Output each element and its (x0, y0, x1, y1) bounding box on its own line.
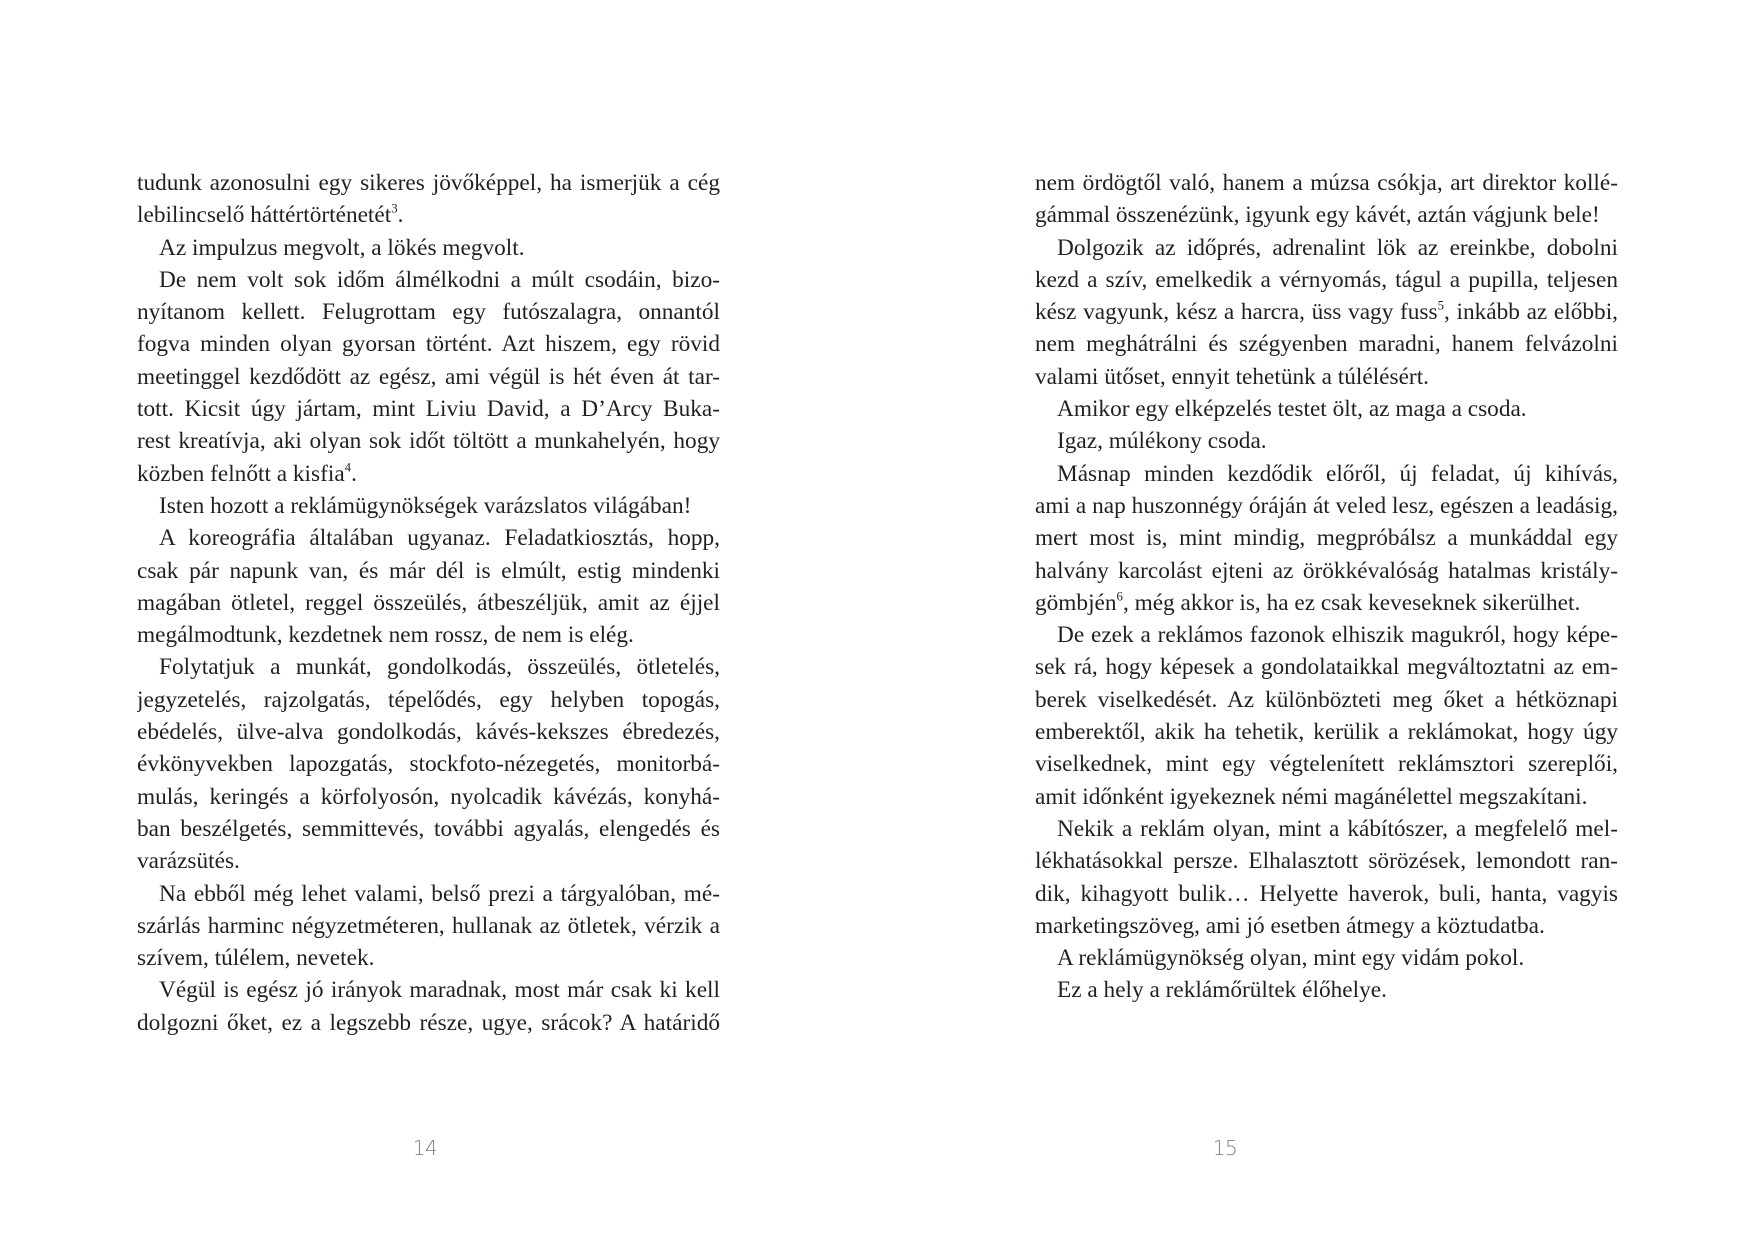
text-line (1035, 942, 1618, 974)
line-text: megálmodtunk, kezdetnek nem rossz, de nem is elég. (137, 622, 634, 649)
line-text: Na ebből még lehet valami, belső prezi a tárgyalóban, mé- (159, 880, 720, 907)
line-text: fogva minden olyan gyorsan történt. Azt hiszem, egy rövid (137, 331, 720, 358)
line-text: Dolgozik az időprés, adrenalint lök az ereinkbe, dobolni (1057, 234, 1618, 261)
page-number-right: 15 (1212, 1136, 1238, 1160)
line-text: szárlás harminc négyzetméteren, hullanak az ötletek, vérzik a (137, 912, 720, 939)
text-line (1035, 781, 1618, 813)
text-line (1035, 974, 1618, 1006)
left-page-text (137, 167, 720, 1039)
line-text: Másnap minden kezdődik előről, új feladat, új kihívás, (1057, 460, 1618, 487)
text-line (1035, 328, 1618, 360)
line-text: viselkednek, mint egy végtelenített reklámsztori szereplői, (1035, 751, 1618, 778)
text-line (1035, 490, 1618, 522)
line-text: ebédelés, ülve-alva gondolkodás, kávés-kekszes ébredezés, (137, 719, 720, 746)
text-line (137, 296, 720, 328)
line-text: nyítanom kellett. Felugrottam egy futószalagra, onnantól (137, 299, 720, 326)
text-line (137, 748, 720, 780)
text-line (137, 361, 720, 393)
footnote-marker: 5 (1437, 298, 1444, 313)
text-line (1035, 748, 1618, 780)
text-line (137, 651, 720, 683)
footnote-marker: 6 (1116, 589, 1123, 604)
text-line (1035, 910, 1618, 942)
text-line (1035, 458, 1618, 490)
line-text: Az impulzus megvolt, a lökés megvolt. (159, 234, 525, 261)
text-line (137, 232, 720, 264)
text-line (1035, 878, 1618, 910)
line-text-after: . (351, 460, 357, 487)
line-text: rest kreatívja, aki olyan sok időt töltött a munkahelyén, hogy (137, 428, 720, 455)
text-line (137, 393, 720, 425)
text-line (137, 199, 720, 231)
text-line (1035, 296, 1618, 328)
text-line (137, 1007, 720, 1039)
right-page-text (1035, 167, 1618, 1007)
line-text: dolgozni őket, ez a legszebb része, ugye, srácok? A határidő (137, 1009, 720, 1036)
line-text: gámmal összenézünk, igyunk egy kávét, aztán vágjunk bele! (1035, 202, 1600, 229)
text-line (137, 813, 720, 845)
line-text: évkönyvekben lapozgatás, stockfoto-nézegetés, monitorbá- (137, 751, 720, 778)
line-text: ban beszélgetés, semmittevés, további agyalás, elengedés és (137, 815, 720, 842)
line-text: A reklámügynökség olyan, mint egy vidám pokol. (1057, 945, 1525, 972)
line-text: amit időnként igyekeznek némi magánélettel megszakítani. (1035, 783, 1588, 810)
line-text: De ezek a reklámos fazonok elhiszik magukról, hogy képe- (1057, 622, 1618, 649)
text-line (1035, 684, 1618, 716)
line-text: varázsütés. (137, 848, 240, 875)
text-line (1035, 425, 1618, 457)
line-text: Ez a hely a reklámőrültek élőhelye. (1057, 977, 1387, 1004)
text-line (1035, 361, 1618, 393)
line-text: ami a nap huszonnégy óráján át veled lesz, egészen a leadásig, (1035, 492, 1618, 519)
text-line (1035, 619, 1618, 651)
line-text: dik, kihagyott bulik… Helyette haverok, buli, hanta, vagyis (1035, 880, 1618, 907)
line-text: szívem, túlélem, nevetek. (137, 945, 375, 972)
line-text: csak pár napunk van, és már dél is elmúlt, estig mindenki (137, 557, 720, 584)
line-text: tott. Kicsit úgy jártam, mint Liviu David, a D’Arcy Buka- (137, 396, 720, 423)
text-line (137, 845, 720, 877)
line-text: kész vagyunk, kész a harcra, üss vagy fuss (1035, 299, 1438, 326)
text-line (1035, 522, 1618, 554)
text-line (1035, 199, 1618, 231)
line-text: mert most is, mint mindig, megpróbálsz a munkáddal egy (1035, 525, 1618, 552)
line-text: lékhatásokkal persze. Elhalasztott sörözések, lemondott ran- (1035, 848, 1618, 875)
line-text-after: , még akkor is, ha ez csak keveseknek sikerülhet. (1122, 589, 1581, 616)
line-text-after: , inkább az előbbi, (1443, 299, 1618, 326)
text-line (1035, 651, 1618, 683)
line-text: nem meghátrálni és szégyenben maradni, hanem felvázolni (1035, 331, 1618, 358)
line-text: Végül is egész jó irányok maradnak, most már csak ki kell (159, 977, 720, 1004)
line-text: nem ördögtől való, hanem a múzsa csókja, art direktor kollé- (1035, 170, 1618, 196)
line-text: Folytatjuk a munkát, gondolkodás, összeülés, ötletelés, (159, 654, 720, 681)
text-line (137, 942, 720, 974)
text-line (1035, 167, 1618, 199)
text-line (137, 878, 720, 910)
line-text: meetinggel kezdődött az egész, ami végül is hét éven át tar- (137, 363, 720, 390)
text-line (137, 910, 720, 942)
line-text: halvány karcolást ejteni az örökkévalóság hatalmas kristály- (1035, 557, 1618, 584)
line-text: Amikor egy elképzelés testet ölt, az maga a csoda. (1057, 396, 1527, 423)
left-page (0, 0, 874, 1241)
line-text: Igaz, múlékony csoda. (1057, 428, 1267, 455)
text-line (137, 328, 720, 360)
line-text: sek rá, hogy képesek a gondolataikkal megváltoztatni az em- (1035, 654, 1618, 681)
line-text: közben felnőtt a kisfia (137, 460, 345, 487)
text-line (137, 522, 720, 554)
line-text: Isten hozott a reklámügynökségek varázslatos világában! (159, 492, 692, 519)
line-text: jegyzetelés, rajzolgatás, tépelődés, egy helyben topogás, (137, 686, 720, 713)
line-text: emberektől, akik ha tehetik, kerülik a reklámokat, hogy úgy (1035, 719, 1618, 746)
right-page (875, 0, 1749, 1241)
text-line (1035, 264, 1618, 296)
line-text: kezd a szív, emelkedik a vérnyomás, tágul a pupilla, teljesen (1035, 266, 1618, 293)
text-line (137, 684, 720, 716)
footnote-marker: 3 (391, 201, 398, 216)
line-text: berek viselkedését. Az különbözteti meg őket a hétköznapi (1035, 686, 1618, 713)
page-number-left: 14 (412, 1136, 438, 1160)
text-line (1035, 232, 1618, 264)
text-line (1035, 555, 1618, 587)
line-text: tudunk azonosulni egy sikeres jövőképpel, ha ismerjük a cég (137, 170, 720, 196)
text-line (137, 587, 720, 619)
text-line (1035, 716, 1618, 748)
text-line (137, 619, 720, 651)
line-text: mulás, keringés a körfolyosón, nyolcadik kávézás, konyhá- (137, 783, 720, 810)
line-text: lebilincselő háttértörténetét (137, 202, 392, 229)
text-line (137, 781, 720, 813)
line-text: marketingszöveg, ami jó esetben átmegy a köztudatba. (1035, 912, 1545, 939)
line-text: De nem volt sok időm álmélkodni a múlt csodáin, bizo- (159, 266, 720, 293)
line-text: Nekik a reklám olyan, mint a kábítószer, a megfelelő mel- (1057, 815, 1618, 842)
line-text: magában ötletel, reggel összeülés, átbeszéljük, amit az éjjel (137, 589, 720, 616)
text-line (137, 425, 720, 457)
line-text: gömbjén (1035, 589, 1117, 616)
text-line (137, 974, 720, 1006)
text-line (137, 555, 720, 587)
line-text-after: . (397, 202, 404, 229)
text-line (1035, 587, 1618, 619)
line-text: A koreográfia általában ugyanaz. Feladatkiosztás, hopp, (159, 525, 720, 552)
text-line (137, 490, 720, 522)
text-line (1035, 845, 1618, 877)
text-line (137, 458, 720, 490)
text-line (1035, 813, 1618, 845)
text-line (137, 716, 720, 748)
text-line (1035, 393, 1618, 425)
text-line (137, 167, 720, 199)
text-line (137, 264, 720, 296)
footnote-marker: 4 (344, 460, 352, 475)
line-text: valami ütőset, ennyit tehetünk a túlélésért. (1035, 363, 1429, 390)
